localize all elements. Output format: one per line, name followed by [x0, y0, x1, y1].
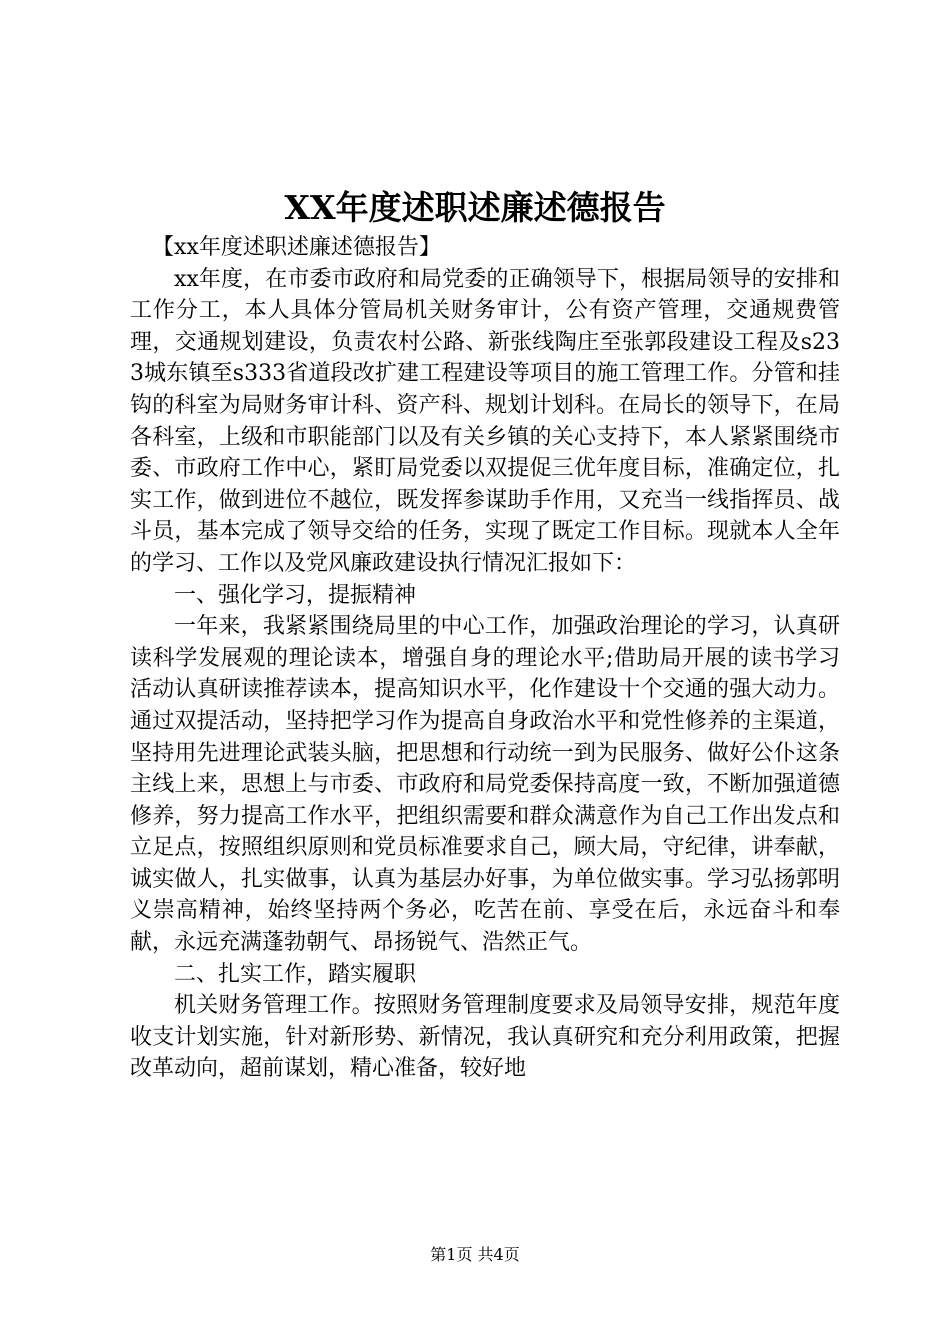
document-caption: 【xx年度述职述廉述德报告】: [152, 235, 441, 260]
page-number: 第1页 共4页: [430, 1245, 520, 1264]
document-body: [130, 232, 840, 1085]
paragraph-study: 一年来，我紧紧围绕局里的中心工作，加强政治理论的学习，认真研读科学发展观的理论读本，增强自身的理论水平;借助局开展的读书学习活动认真研读推荐读本，提高知识水平，化作建设十个交通的强大动力。通过双提活动，坚持把学习作为提高自身政治水平和党性修养的主渠道，坚持用先进理论武装头脑，把思想和行动统一到为民服务、做好公仆这条主线上来，思想上与市委、市政府和局党委保持高度一致，不断加强道德修养，努力提高工作水平，把组织需要和群众满意作为自己工作出发点和立足点，按照组织原则和党员标准要求自己，顾大局，守纪律，讲奉献，诚实做人，扎实做事，认真为基层办好事，为单位做实事。学习弘扬郭明义崇高精神，始终坚持两个务必，吃苦在前、享受在后，永远奋斗和奉献，永远充满蓬勃朝气、昂扬锐气、浩然正气。: [130, 614, 840, 956]
paragraph-finance: 机关财务管理工作。按照财务管理制度要求及局领导安排，规范年度收支计划实施，针对新形势、新情况，我认真研究和充分利用政策，把握改革动向，超前谋划，精心准备，较好地: [130, 993, 840, 1082]
section-heading-1: 一、强化学习，提振精神: [174, 582, 417, 608]
section-heading-2: 二、扎实工作，踏实履职: [174, 961, 417, 987]
document-title: XX年度述职述廉述德报告: [284, 188, 666, 227]
paragraph-intro: xx年度，在市委市政府和局党委的正确领导下，根据局领导的安排和工作分工，本人具体分管局机关财务审计，公有资产管理，交通规费管理，交通规划建设，负责农村公路、新张线陶庄至张郭段建设工程及s233城东镇至s333省道段改扩建工程建设等项目的施工管理工作。分管和挂钩的科室为局财务审计科、资产科、规划计划科。在局长的领导下，在局各科室，上级和市职能部门以及有关乡镇的关心支持下，本人紧紧围绕市委、市政府工作中心，紧盯局党委以双提促三优年度目标，准确定位，扎实工作，做到进位不越位，既发挥参谋助手作用，又充当一线指挥员、战斗员，基本完成了领导交给的任务，实现了既定工作目标。现就本人全年的学习、工作以及党风廉政建设执行情况汇报如下：: [130, 266, 840, 576]
